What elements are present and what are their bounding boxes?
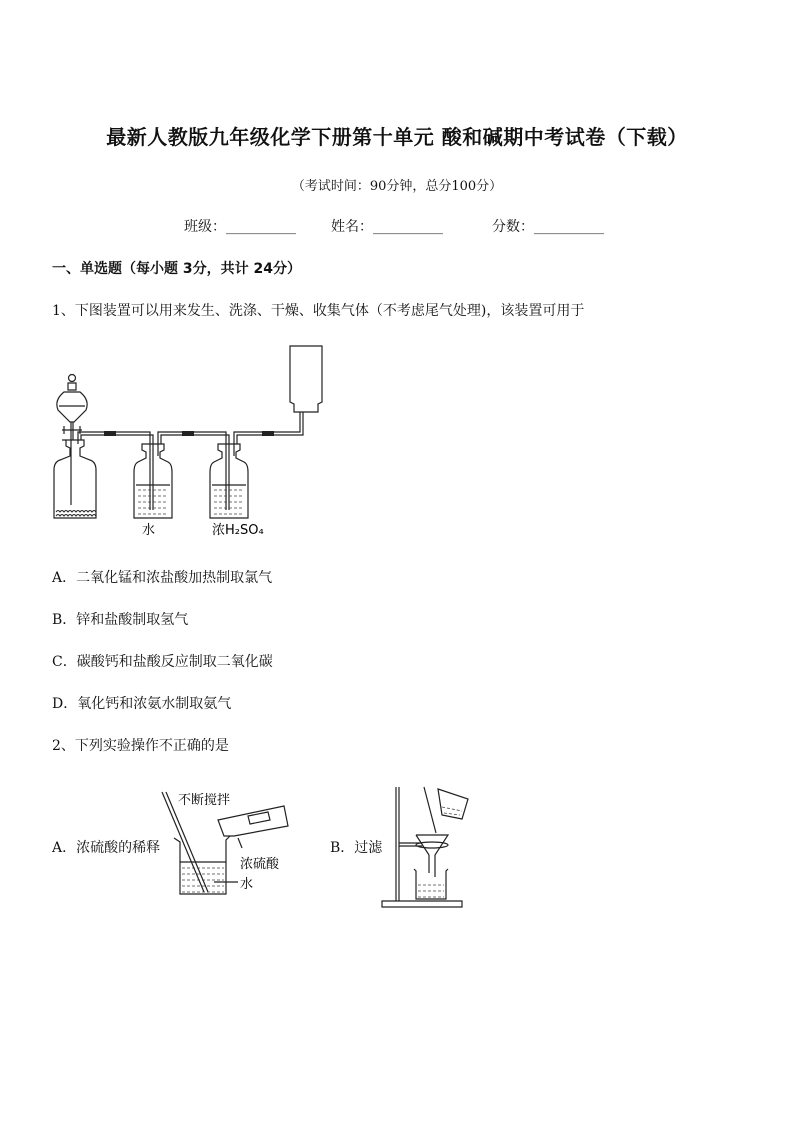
water-label-2: 水: [240, 877, 254, 892]
water-label: 水: [142, 523, 156, 538]
score-field: 分数：__________: [492, 219, 604, 235]
acid-label: 浓硫酸: [240, 857, 280, 872]
name-field: 姓名：__________: [331, 219, 443, 235]
q1-option-b: B．锌和盐酸制取氢气: [52, 612, 189, 628]
q2-option-b: B．过滤: [330, 840, 383, 856]
class-field: 班级：__________: [184, 219, 296, 235]
exam-subtitle: （考试时间：90分钟，总分100分）: [291, 179, 503, 194]
question-1-stem: 1、下图装置可以用来发生、洗涤、干燥、收集气体（不考虑尾气处理)，该装置可用于: [52, 303, 585, 319]
q1-option-a: A．二氧化锰和浓盐酸加热制取氯气: [52, 570, 273, 586]
q1-option-c: C．碳酸钙和盐酸反应制取二氧化碳: [52, 654, 273, 670]
filtration-figure: [380, 785, 480, 910]
q1-option-d: D．氧化钙和浓氨水制取氨气: [52, 696, 232, 712]
apparatus-figure: [50, 340, 340, 545]
stir-label: 不断搅拌: [178, 793, 231, 808]
dilution-figure: [160, 790, 300, 900]
q2-option-a: A．浓硫酸的稀释: [52, 840, 161, 856]
exam-title: 最新人教版九年级化学下册第十单元 酸和碱期中考试卷（下载）: [106, 125, 688, 149]
question-2-stem: 2、下列实验操作不正确的是: [52, 738, 229, 754]
section-heading: 一、单选题（每小题 3分，共计 24分）: [52, 261, 301, 277]
sulfuric-acid-label: 浓H₂SO₄: [212, 523, 264, 538]
